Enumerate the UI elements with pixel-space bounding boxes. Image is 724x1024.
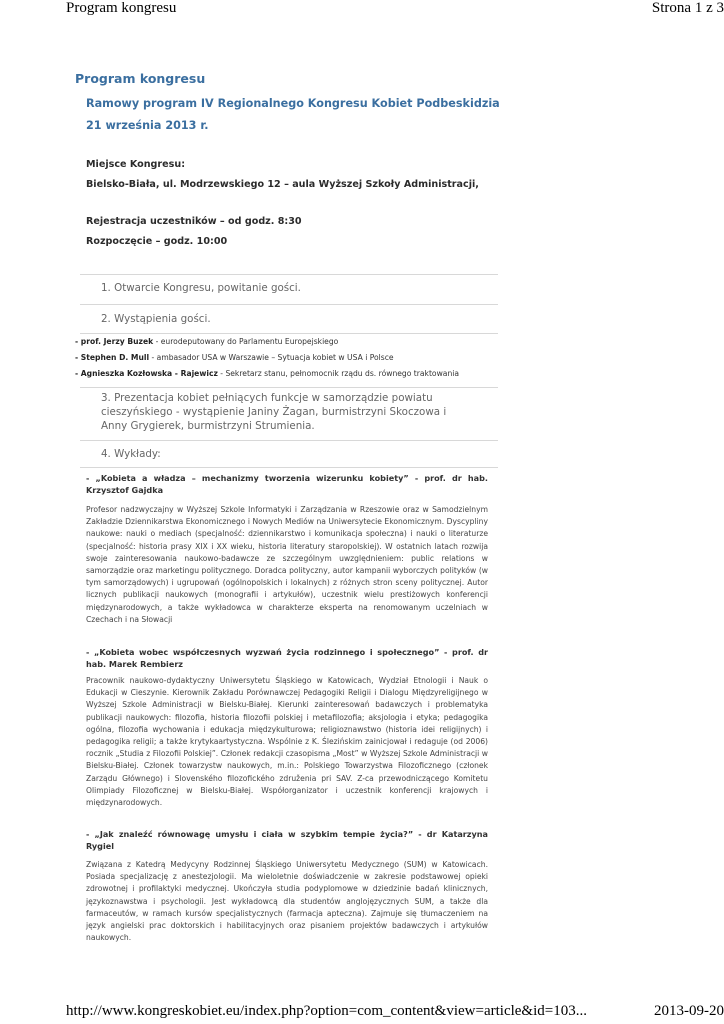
speaker-desc: - Sekretarz stanu, pełnomocnik rządu ds. równego traktowania	[217, 369, 460, 378]
page-title: Program kongresu	[75, 71, 206, 86]
lecture-title: - „Jak znaleźć równowagę umysłu i ciała w szybkim tempie życia?” - dr Katarzyna Rygiel	[86, 829, 488, 851]
venue-address: Bielsko-Biała, ul. Modrzewskiego 12 – aula Wyższej Szkoły Administracji,	[86, 179, 479, 190]
section-guests: 2. Wystąpienia gości.	[101, 313, 211, 325]
speaker-name: - prof. Jerzy Buzek	[75, 337, 154, 346]
section-opening: 1. Otwarcie Kongresu, powitanie gości.	[101, 282, 301, 294]
speaker-item	[75, 337, 338, 346]
divider	[80, 274, 498, 275]
article-date: 21 września 2013 r.	[86, 119, 209, 132]
lecture-bio: Profesor nadzwyczajny w Wyższej Szkole Informatyki i Zarządzania w Rzeszowie oraz w Samodzielnym Zakładzie Dziennikarstwa Ekonomicznego i Nowych Mediów na Uniwersytecie Ekonomicznym. Dyscypliny naukowe: nauki o mediach (specjalność: dziennikarstwo i komunikacja społeczna) i nauki o literaturze (specjalność: historia prasy XIX i XX wieku, historia literatury staropolskiej). W ostatnich latach rozwija swoje zainteresowania naukowo-badawcze ze szczególnym uwzględnieniem: public relations w samorządzie oraz marketingu politycznego. Doradca polityczny, autor kampanii wyborczych polityków (w tym samorządowych) i ugrupowań (ogólnopolskich i lokalnych) z różnych stron sceny politycznej. Autor licznych publikacji naukowych (monografii i artykułów), uczestnik wielu prestiżowych konferencji międzynarodowych, a także wykładowca w charakterze eksperta na renomowanym uczelniach w Czechach i na Słowacji	[86, 505, 488, 624]
section-lectures: 4. Wykłady:	[101, 448, 161, 460]
lecture-bio: Związana z Katedrą Medycyny Rodzinnej Śląskiego Uniwersytetu Medycznego (SUM) w Katowicach. Posiada specjalizację z anestezjologii. Ma wieloletnie doświadczenie w zakresie podstawowej opieki zdrowotnej i profilaktyki medycznej. Ukończyła studia podyplomowe w dziedzinie badań klinicznych, językoznawstwa i psychologii. Jest wykładowcą dla studentów anglojęzycznych SUM, a także dla farmaceutów, w ramach kursów specjalistycznych (farmacja apteczna). Zajmuje się tłumaczeniem na język angielski prac doktorskich i habilitacyjnych oraz pisaniem projektów badawczych i artykułów naukowych.	[86, 860, 488, 943]
speaker-desc: - eurodeputowany do Parlamentu Europejskiego	[153, 337, 339, 346]
print-date: 2013-09-20	[654, 1003, 724, 1019]
print-header-page: Strona 1 z 3	[651, 0, 724, 16]
speaker-name: - Agnieszka Kozłowska - Rajewicz	[75, 369, 218, 378]
lecture-bio: Pracownik naukowo-dydaktyczny Uniwersytetu Śląskiego w Katowicach, Wydział Etnologii i Nauk o Edukacji w Cieszynie. Kierownik Zakładu Porównawczej Pedagogiki Religii i Dialogu Międzyreligijnego w Wyższej Szkole Administracji w Bielsku-Białej. Kierunki zainteresowań badawczych i problematyka publikacji naukowych: filozofia, historia filozofii polskiej i metafilozofia; aksjologia i etyka; pedagogika ogólna, filozofia wychowania i edukacja międzykulturowa; religioznawstwo (historia idei religijnych) i pedagogika religii; a także krytykaartystyczna. Wspólnie z K. Ślezińskim zainicjował i redaguje (od 2006) rocznik „Studia z Filozofii Polskiej”. Członek redakcji czasopisma „Most” w Wyższej Szkole Administracji w Bielsku-Białej. Członek towarzystw naukowych, m.in.: Polskiego Towarzystwa Filozoficznego (członek Zarządu Głównego) i Slovenského filozofického združenia pri SAV. Z-ca przewodniczącego Komitetu Olimpiady Filozoficznej w Bielsku-Białej. Współorganizator i uczestnik konferencji krajowych i międzynarodowych.	[86, 676, 488, 808]
divider	[80, 440, 498, 441]
start-time: Rozpoczęcie – godz. 10:00	[86, 236, 228, 247]
section-presentation: 3. Prezentacja kobiet pełniących funkcje w samorządzie powiatu cieszyńskiego - wystąpienie Janiny Żagan, burmistrzyni Skoczowa i Anny Grygierek, burmistrzyni Strumienia.	[101, 392, 447, 432]
print-header-title: Program kongresu	[66, 0, 177, 16]
speaker-item	[75, 369, 459, 378]
registration-time: Rejestracja uczestników – od godz. 8:30	[86, 216, 302, 227]
divider	[80, 387, 498, 388]
lecture-title: - „Kobieta a władza – mechanizmy tworzenia wizerunku kobiety” - prof. dr hab. Krzysztof Gajdka	[86, 473, 488, 495]
venue-label: Miejsce Kongresu:	[86, 159, 186, 170]
divider	[80, 467, 498, 468]
print-footer	[0, 1003, 724, 1023]
speaker-item	[75, 353, 394, 362]
print-header	[0, 0, 724, 20]
article-subtitle: Ramowy program IV Regionalnego Kongresu Kobiet Podbeskidzia	[86, 97, 500, 110]
lecture-title: - „Kobieta wobec współczesnych wyzwań życia rodzinnego i społecznego” - prof. dr hab. Marek Rembierz	[86, 647, 488, 669]
speaker-desc: - ambasador USA w Warszawie – Sytuacja kobiet w USA i Polsce	[149, 353, 394, 362]
source-url: http://www.kongreskobiet.eu/index.php?option=com_content&view=article&id=103...	[66, 1003, 587, 1019]
divider	[80, 304, 498, 305]
divider	[80, 333, 498, 334]
speaker-name: - Stephen D. Mull	[75, 353, 150, 362]
